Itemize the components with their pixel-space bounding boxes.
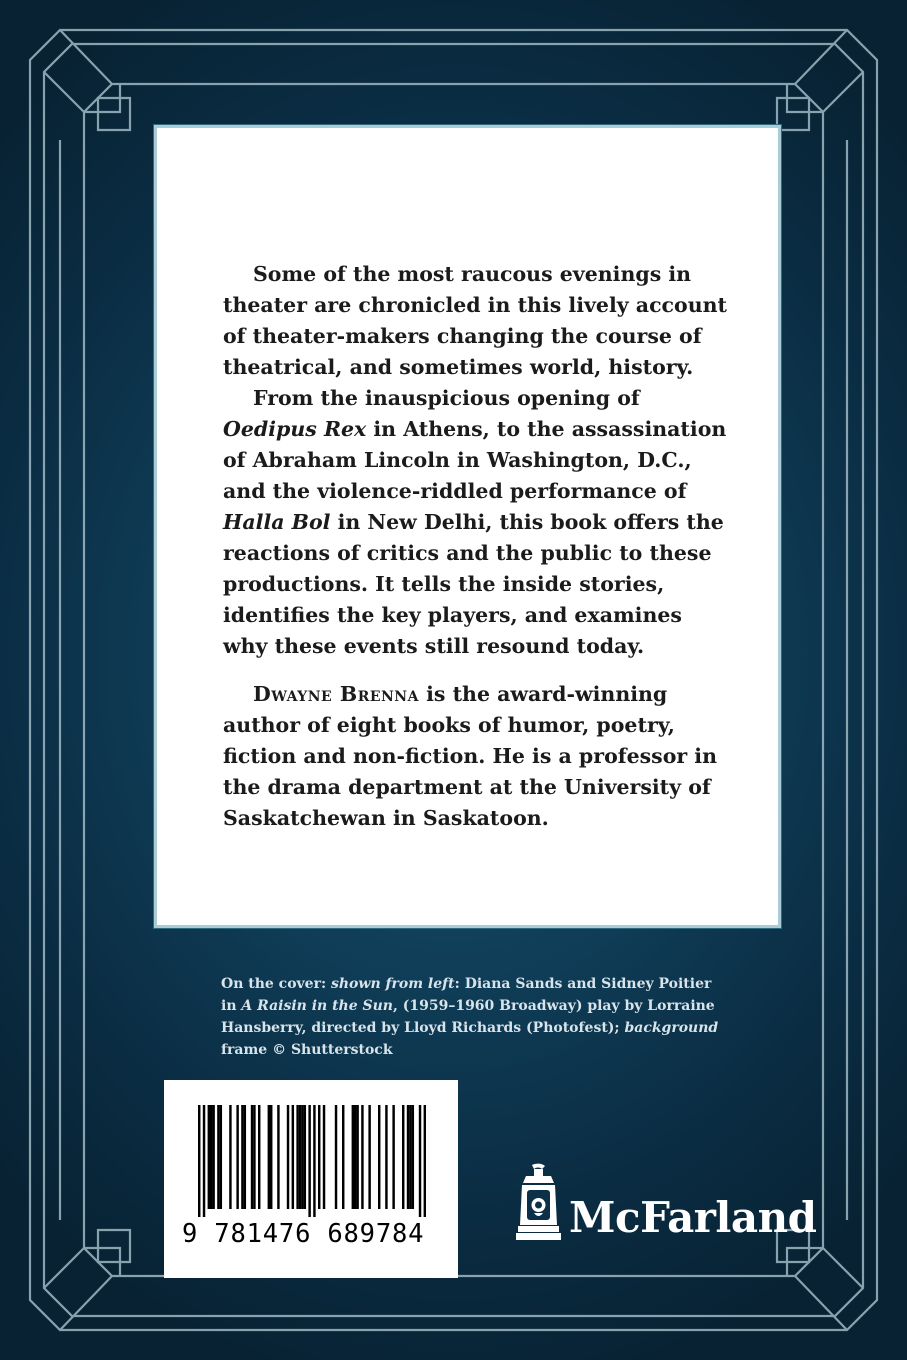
credit-details: , (1959–1960 Broadway) play by Lorraine Hansberry, directed by Lloyd Richards (Photofest); <box>221 998 715 1036</box>
barcode-bar <box>217 1105 219 1209</box>
isbn-barcode <box>164 1080 458 1278</box>
credit-play-title: A Raisin in the Sun <box>241 998 393 1014</box>
barcode-bar <box>253 1105 255 1209</box>
barcode-bar <box>342 1105 344 1209</box>
barcode-bar <box>392 1105 394 1209</box>
blurb-p2-part-c: in New Delhi, this book offers the reactions of critics and the public to these productions. It tells the inside stories, identifies the key players, and examines why these events still resound today. <box>223 510 724 658</box>
barcode-bar <box>268 1105 270 1209</box>
barcode-bar <box>318 1105 320 1209</box>
blurb-p2-part-b: in Athens, to the assassination of Abraham Lincoln in Washington, D.C., and the violence-riddled performance of <box>223 417 727 503</box>
barcode-bar <box>368 1105 370 1209</box>
barcode-bar <box>378 1105 380 1209</box>
barcode-bar <box>412 1105 414 1209</box>
barcode-bar <box>356 1105 358 1209</box>
title-halla-bol: Halla Bol <box>223 510 331 534</box>
credit-background: background <box>624 1020 719 1036</box>
blurb-p2-part-a: From the inauspicious opening of <box>253 386 640 410</box>
barcode-bar <box>229 1105 231 1209</box>
barcode-bar <box>323 1105 325 1209</box>
barcode-bar <box>409 1105 411 1209</box>
barcode-bar <box>236 1105 238 1209</box>
barcode-bar <box>292 1105 294 1209</box>
barcode-bars <box>198 1105 426 1217</box>
barcode-bar <box>419 1105 421 1217</box>
blurb-panel <box>154 125 781 928</box>
barcode-bar <box>424 1105 426 1217</box>
author-name: Dwayne Brenna <box>253 682 419 706</box>
barcode-bar <box>277 1105 279 1209</box>
barcode-bar <box>270 1105 272 1209</box>
barcode-bar <box>407 1105 409 1209</box>
barcode-bar <box>241 1105 243 1209</box>
author-bio <box>223 679 729 834</box>
publisher-name: McFarland <box>569 1193 817 1242</box>
lamp-logo-icon <box>512 1163 564 1243</box>
credit-from-left: shown from left <box>331 976 455 992</box>
blurb-paragraph-2 <box>223 383 729 662</box>
barcode-bar <box>251 1105 253 1209</box>
barcode-bar <box>244 1105 246 1209</box>
barcode-bar <box>210 1105 212 1209</box>
title-oedipus-rex: Oedipus Rex <box>223 417 367 441</box>
barcode-bar <box>198 1105 200 1217</box>
barcode-bar <box>385 1105 387 1209</box>
barcode-bar <box>335 1105 337 1209</box>
blurb-paragraph-1: Some of the most raucous evenings in theater are chronicled in this lively account of theater-makers changing the course of theatrical, and sometimes world, history. <box>223 262 727 379</box>
isbn-number: 9 781476 689784 <box>182 1219 425 1249</box>
barcode-bar <box>301 1105 303 1209</box>
barcode-bar <box>352 1105 354 1209</box>
barcode-bar <box>354 1105 356 1209</box>
credit-frame: frame © Shutterstock <box>221 1042 393 1058</box>
barcode-bar <box>212 1105 214 1209</box>
blurb-text <box>223 259 729 834</box>
credit-lead: On the cover: <box>221 976 331 992</box>
cover-credit <box>221 973 731 1061</box>
barcode-bar <box>304 1105 306 1209</box>
barcode-bar <box>402 1105 404 1209</box>
barcode-bar <box>287 1105 289 1209</box>
barcode-bar <box>361 1105 363 1209</box>
barcode-bar <box>258 1105 260 1209</box>
barcode-bar <box>208 1105 210 1209</box>
barcode-bar <box>220 1105 222 1209</box>
barcode-bar <box>203 1105 205 1217</box>
barcode-bar <box>308 1105 310 1217</box>
credit-people: : Diana Sands and Sidney Poitier in <box>221 976 712 1014</box>
barcode-bar <box>313 1105 315 1217</box>
barcode-bar <box>299 1105 301 1209</box>
publisher-logo <box>512 1163 817 1243</box>
author-bio-text: is the award-winning author of eight books of humor, poetry, fiction and non-fiction. He is a professor in the drama department at the University of Saskatchewan in Saskatoon. <box>223 682 717 830</box>
barcode-bar <box>296 1105 298 1209</box>
